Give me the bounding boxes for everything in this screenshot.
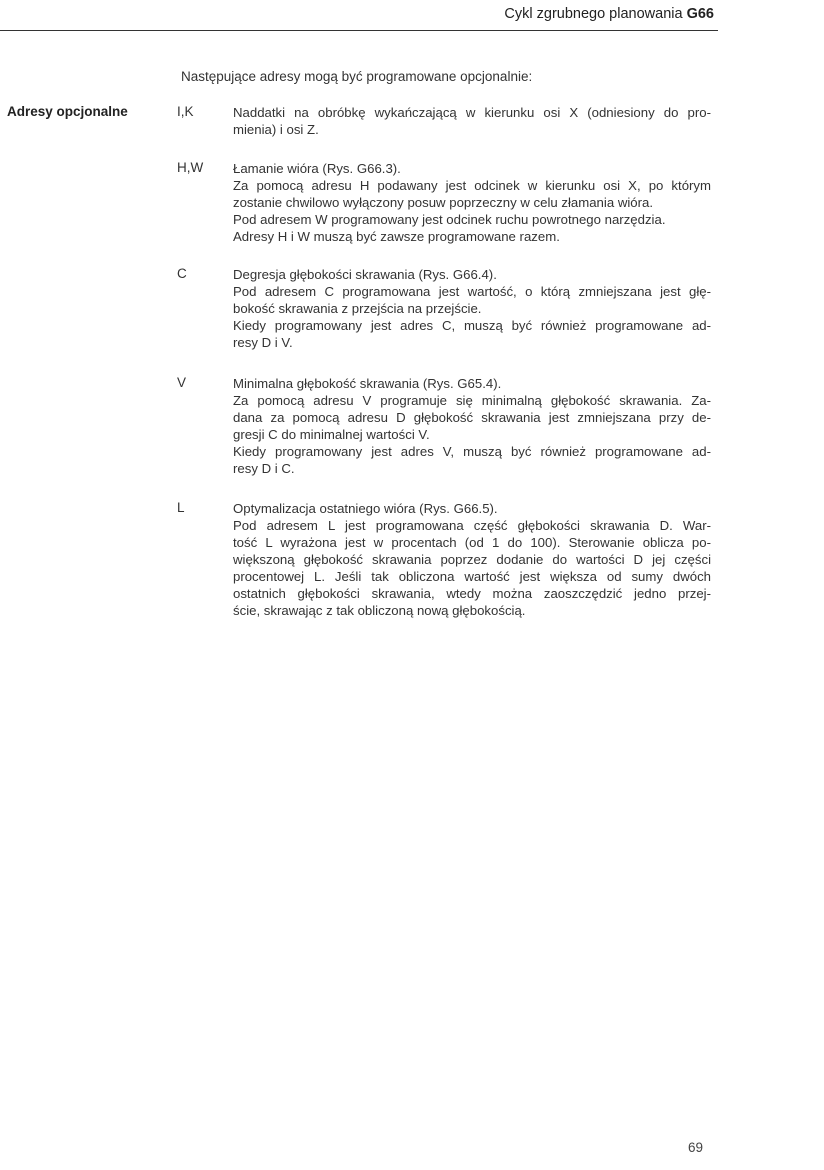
header-code: G66 — [686, 6, 714, 22]
description-line: Adresy H i W muszą być zawsze programowane razem. — [233, 229, 560, 244]
description-line: Łamanie wióra (Rys. G66.3). — [233, 161, 401, 176]
address-description — [233, 500, 711, 619]
address-code: L — [177, 500, 185, 515]
section-label: Adresy opcjonalne — [7, 104, 128, 119]
description-line: resy D i V. — [233, 335, 293, 350]
description-line: mienia) i osi Z. — [233, 122, 319, 137]
description-line: gresji C do minimalnej wartości V. — [233, 427, 430, 442]
description-line: Pod adresem C programowana jest wartość, o którą zmniejszana jest głę- — [233, 284, 711, 299]
description-line: Za pomocą adresu H podawany jest odcinek w kierunku osi X, po którym — [233, 178, 711, 193]
description-line: Minimalna głębokość skrawania (Rys. G65.4). — [233, 376, 502, 391]
address-code: C — [177, 266, 187, 281]
description-line: procentowej L. Jeśli tak obliczona wartość jest większa od sumy dwóch — [233, 569, 711, 584]
address-description — [233, 160, 711, 245]
page-header — [504, 6, 714, 22]
description-line: resy D i C. — [233, 461, 295, 476]
description-line: tość L wyrażona jest w procentach (od 1 do 100). Sterowanie oblicza po- — [233, 535, 711, 550]
description-line: Optymalizacja ostatniego wióra (Rys. G66.5). — [233, 501, 498, 516]
address-code: V — [177, 375, 187, 390]
description-line: Degresja głębokości skrawania (Rys. G66.4). — [233, 267, 497, 282]
description-line: ście, skrawając z tak obliczoną nową głębokością. — [233, 603, 526, 618]
description-line: bokość skrawania z przejścia na przejście. — [233, 301, 482, 316]
address-code: H,W — [177, 160, 204, 175]
header-rule — [0, 30, 718, 31]
intro-text: Następujące adresy mogą być programowane opcjonalnie: — [181, 69, 533, 84]
description-line: Pod adresem W programowany jest odcinek ruchu powrotnego narzędzia. — [233, 212, 666, 227]
description-line: dana za pomocą adresu D głębokość skrawania jest zmniejszana przy de- — [233, 410, 711, 425]
description-line: Za pomocą adresu V programuje się minimalną głębokość skrawania. Za- — [233, 393, 711, 408]
description-line: większoną głębokość skrawania poprzez dodanie do wartości D jej części — [233, 552, 711, 567]
page-number: 69 — [688, 1140, 704, 1155]
header-title: Cykl zgrubnego planowania — [504, 6, 687, 22]
address-description — [233, 266, 711, 351]
description-line: Kiedy programowany jest adres V, muszą być również programowane ad- — [233, 444, 711, 459]
description-line: Kiedy programowany jest adres C, muszą być również programowane ad- — [233, 318, 711, 333]
address-description — [233, 375, 711, 477]
description-line: zostanie chwilowo wyłączony posuw poprzeczny w celu złamania wióra. — [233, 195, 653, 210]
description-line: ostatnich głębokości skrawania, wtedy można zaoszczędzić jedno przej- — [233, 586, 711, 601]
address-code: I,K — [177, 104, 194, 119]
description-line: Naddatki na obróbkę wykańczającą w kierunku osi X (odniesiony do pro- — [233, 105, 711, 120]
address-description — [233, 104, 711, 138]
description-line: Pod adresem L jest programowana część głębokości skrawania D. War- — [233, 518, 711, 533]
